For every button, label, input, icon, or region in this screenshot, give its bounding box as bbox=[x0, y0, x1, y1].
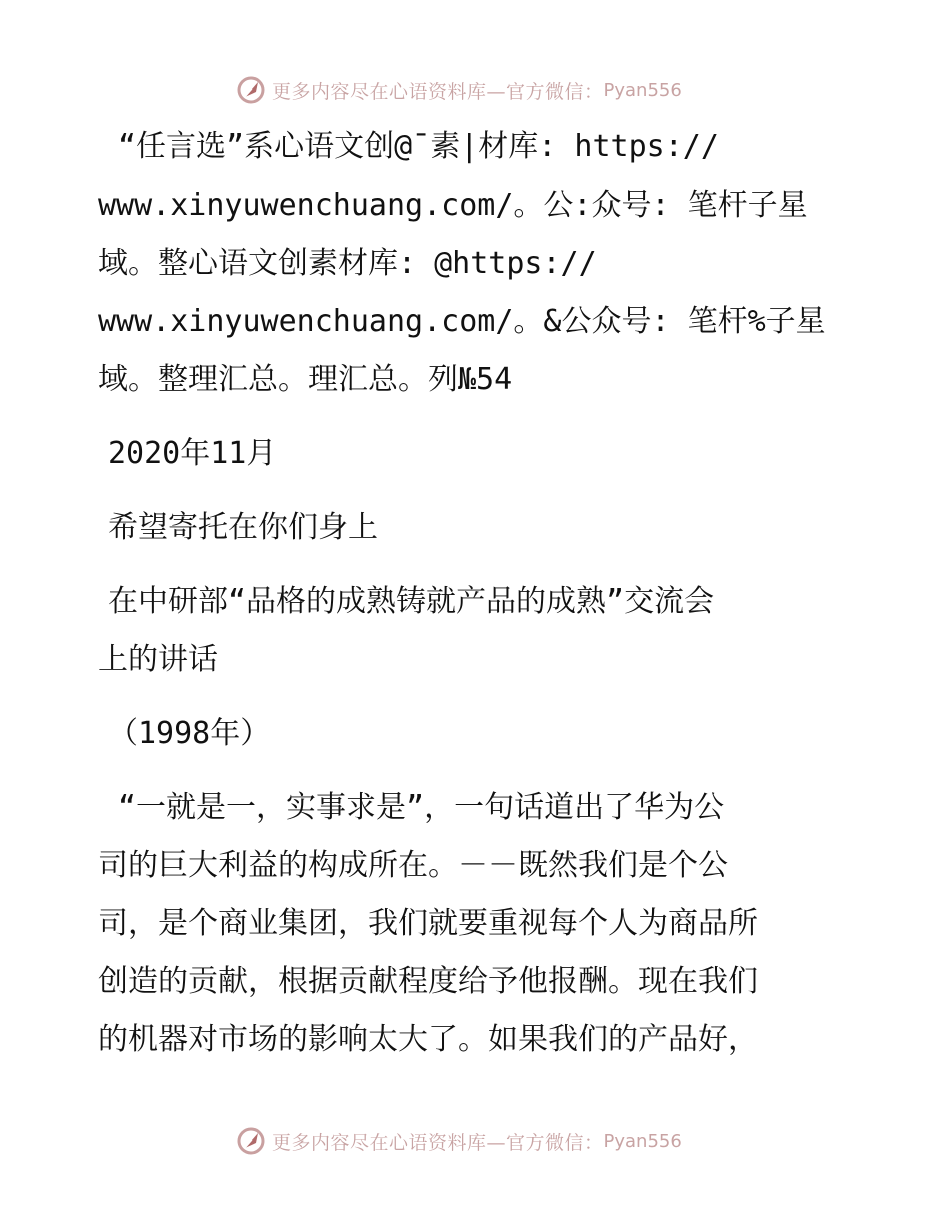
watermark-text: 更多内容尽在心语资料库—官方微信： bbox=[272, 1131, 604, 1154]
watermark-header bbox=[236, 73, 682, 107]
paragraph-line-4: 创造的贡献，根据贡献程度给予他报酬。现在我们 bbox=[98, 964, 758, 999]
watermark-text: 更多内容尽在心语资料库—官方微信： bbox=[272, 80, 604, 103]
watermark-id: Pyan556 bbox=[603, 79, 682, 101]
watermark-id: Pyan556 bbox=[603, 1130, 682, 1152]
quill-logo-icon bbox=[236, 75, 266, 105]
quill-logo-icon bbox=[236, 1126, 266, 1156]
date-line: 2020年11月 bbox=[108, 436, 277, 471]
speech-subtitle-line-2: 上的讲话 bbox=[98, 642, 218, 677]
paragraph-line-2: 司的巨大利益的构成所在。－－既然我们是个公 bbox=[98, 848, 728, 883]
body-line-1: “任言选”系心语文创@¯素|材库: https:// bbox=[118, 129, 719, 164]
body-line-5: 域。整理汇总。理汇总。列№54 bbox=[98, 362, 513, 397]
speech-subtitle-line-1: 在中研部“品格的成熟铸就产品的成熟”交流会 bbox=[108, 584, 715, 619]
paragraph-line-1: “一就是一，实事求是”，一句话道出了华为公 bbox=[118, 790, 725, 825]
paragraph-line-3: 司，是个商业集团，我们就要重视每个人为商品所 bbox=[98, 906, 758, 941]
paragraph-line-5: 的机器对市场的影响太大了。如果我们的产品好， bbox=[98, 1022, 758, 1057]
watermark-footer bbox=[236, 1124, 682, 1158]
year-line: （1998年） bbox=[108, 716, 271, 751]
speech-title: 希望寄托在你们身上 bbox=[108, 510, 378, 545]
body-line-4: www.xinyuwenchuang.com/。&公众号: 笔杆%子星 bbox=[98, 304, 826, 339]
body-line-2: www.xinyuwenchuang.com/。公:众号: 笔杆子星 bbox=[98, 188, 808, 223]
body-line-3: 域。整心语文创素材库: @https:// bbox=[98, 246, 597, 281]
